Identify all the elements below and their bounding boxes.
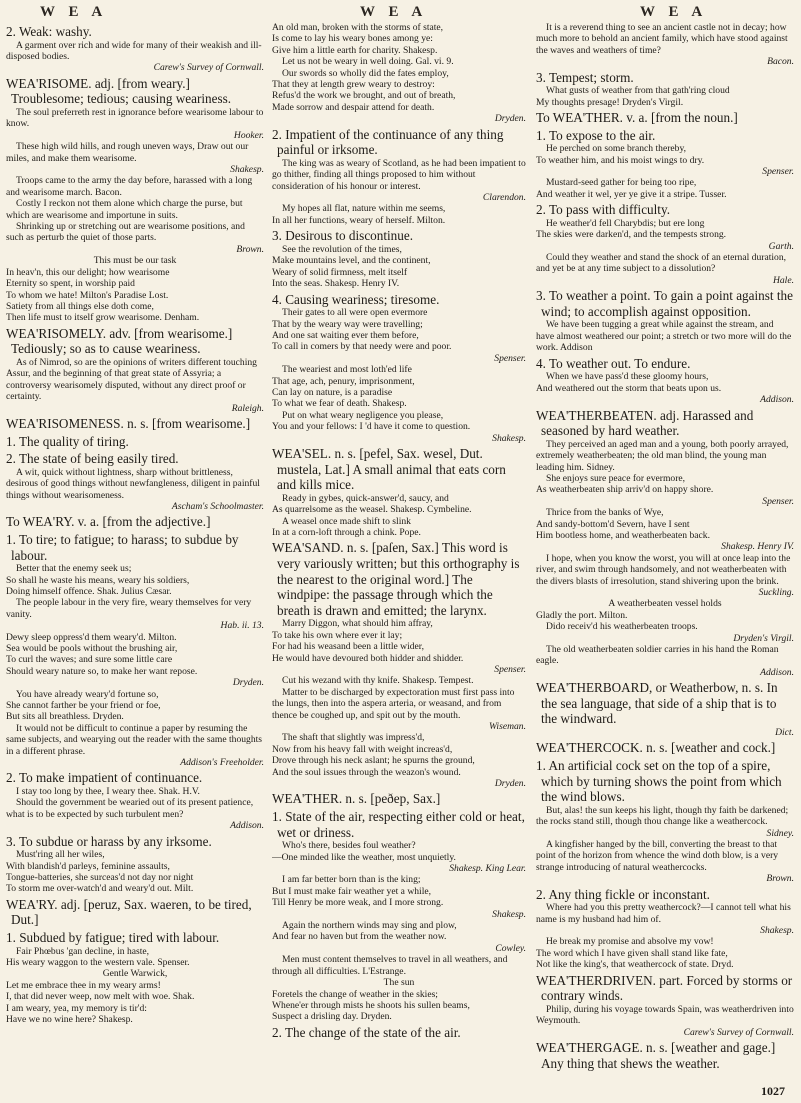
- entry-heading: 1. An artificial cock set on the top of a spire, which by turning shows the point from which the wind blows.: [536, 758, 782, 805]
- quotation-line: Tongue-batteries, she surceas'd not day nor night: [6, 872, 194, 884]
- quotation-line: The people labour in the very fire, weary themselves for very vanity.: [6, 597, 252, 620]
- quotation-line: The word which I have given shall stand like fate,: [536, 947, 728, 959]
- entry-heading: WEA'RISOME. adj. [from weary.] Troublesome; tedious; causing weariness.: [6, 75, 232, 107]
- quotation-line: My hopes all flat, nature within me seems,: [282, 203, 446, 215]
- citation-source: Dryden.: [494, 113, 526, 125]
- entry-heading: To WEA'THER. v. a. [from the noun.]: [536, 110, 738, 126]
- entry-heading: 2. Impatient of the continuance of any thing painful or irksome.: [272, 126, 504, 158]
- quotation-line: Could they weather and stand the shock of an eternal duration, and yet be at any time subject to a dissolution?: [536, 252, 787, 275]
- quotation-line: A weatherbeaten vessel holds: [608, 598, 722, 610]
- quotation-line: To what we fear of death. Shakesp.: [272, 398, 407, 410]
- citation-source: Wiseman.: [488, 721, 526, 732]
- entry-heading: 3. Tempest; storm.: [536, 69, 634, 85]
- quotation-line: I stay too long by thee, I weary thee. Shak. H.V.: [16, 786, 200, 798]
- quotation-line: Fair Phœbus 'gan decline, in haste,: [16, 945, 150, 957]
- citation-source: Suckling.: [758, 586, 794, 598]
- citation-source: Addison.: [230, 820, 264, 832]
- citation-source: Garth.: [768, 240, 794, 252]
- quotation-line: As weatherbeaten ship arriv'd on happy shore.: [536, 484, 714, 496]
- quotation-line: He break my promise and absolve my vow!: [546, 936, 714, 948]
- citation-source: Hooker.: [233, 129, 264, 141]
- citation-source: Brown.: [236, 243, 264, 255]
- quotation-line: I, that did never weep, now melt with woe. Shak.: [6, 991, 195, 1003]
- quotation-line: See the revolution of the times,: [282, 243, 402, 255]
- quotation-line: When we have pass'd these gloomy hours,: [546, 371, 709, 383]
- entry-heading: 1. To tire; to fatigue; to harass; to subdue by labour.: [6, 531, 239, 563]
- quotation-line: And weather it wel, yer ye give it a stripe. Tusser.: [536, 188, 727, 200]
- quotation-line: My thoughts presage! Dryden's Virgil.: [536, 96, 684, 108]
- entry-heading: 3. Desirous to discontinue.: [272, 228, 414, 244]
- quotation-line: Ready in gybes, quick-answer'd, saucy, and: [282, 492, 449, 504]
- quotation-line: He would have devoured both hidder and shidder.: [272, 652, 464, 664]
- quotation-line: You and your fellows: I 'd have it come to question.: [272, 421, 471, 433]
- citation-source: Hab. ii. 13.: [220, 620, 264, 632]
- quotation-line: Cut his wezand with thy knife. Shakesp. Tempest.: [282, 675, 474, 687]
- quotation-line: I am far better born than is the king;: [282, 874, 421, 886]
- quotation-line: In heav'n, this our delight; how wearisome: [6, 266, 170, 278]
- quotation-line: Their gates to all were open evermore: [282, 307, 428, 319]
- running-head-center: W E A: [360, 4, 428, 20]
- quotation-line: That by the weary way were travelling;: [272, 318, 423, 330]
- quotation-line: I hope, when you know the worst, you will at once leap into the river, and swim through handsomely, and not weatherbeaten with the divers blasts of irresolution, stand shivering upon the brink.: [536, 552, 791, 587]
- quotation-line: Whene'er through mists he shoots his sullen beams,: [272, 999, 470, 1011]
- citation-source: Dryden's Virgil.: [733, 632, 794, 644]
- quotation-line: His weary waggon to the western vale. Spenser.: [6, 957, 190, 969]
- quotation-line: The sun: [383, 977, 415, 989]
- quotation-line: A kingfisher hanged by the bill, converting the breast to that point of the horizon from whence the wind doth blow, is a very strange introducing of natural weathercocks.: [536, 839, 779, 873]
- quotation-line: Our swords so wholly did the fates employ,: [282, 67, 449, 79]
- quotation-line: Should the government be wearied out of its present patience, what is to be expected by such turbulent men?: [6, 797, 254, 820]
- quotation-line: Into the seas. Shakesp. Henry IV.: [272, 278, 400, 290]
- quotation-line: Put on what weary negligence you please,: [282, 409, 444, 421]
- entry-heading: 2. Any thing fickle or inconstant.: [536, 886, 710, 902]
- quotation-line: Satiety from all things else doth come,: [6, 300, 154, 312]
- citation-source: Carew's Survey of Cornwall.: [153, 62, 264, 74]
- entry-heading: 1. Subdued by fatigue; tired with labour.: [6, 930, 220, 946]
- entry-heading: WEA'THERGAGE. n. s. [weather and gage.] Any thing that shews the weather.: [536, 1040, 776, 1071]
- running-head-right: W E A: [640, 4, 708, 20]
- quotation-line: An old man, broken with the storms of state,: [272, 22, 444, 33]
- entry-heading: WEA'RISOMELY. adv. [from wearisome.] Tediously; so as to cause weariness.: [6, 325, 233, 357]
- quotation-line: Matter to be discharged by expectoration must first pass into the lungs, then into the aspera arteria, or weasand, and from thence be coughed up, and spit out by the mouth.: [272, 686, 515, 721]
- column-left: [6, 22, 264, 1088]
- entry-heading: WEA'THERBOARD, or Weatherbow, n. s. In the sea language, that side of a ship that is to the windward.: [536, 680, 778, 727]
- quotation-line: With blandish'd parleys, feminine assaults,: [6, 860, 170, 872]
- quotation-line: Thrice from the banks of Wye,: [546, 507, 664, 519]
- quotation-line: The soul preferreth rest in ignorance before wearisome labour to know.: [6, 107, 264, 130]
- quotation-line: Eternity so spent, in worship paid: [6, 278, 135, 290]
- quotation-line: To whom we hate! Milton's Paradise Lost.: [6, 289, 169, 301]
- quotation-line: Let us not be weary in well doing. Gal. vi. 9.: [282, 56, 454, 68]
- quotation-line: And sandy-bottom'd Severn, have I sent: [536, 518, 690, 530]
- quotation-line: Weary of solid firmness, melt itself: [272, 266, 408, 278]
- quotation-line: To call in comers by that needy were and poor.: [272, 341, 452, 353]
- citation-source: Addison's Freeholder.: [180, 757, 264, 769]
- citation-source: Cowley.: [495, 942, 526, 954]
- quotation-line: These high wild hills, and rough uneven ways, Draw out our miles, and make them wearisome.: [6, 141, 249, 164]
- quotation-line: A garment over rich and wide for many of their weakish and ill-disposed bodies.: [6, 39, 262, 62]
- quotation-line: I am weary, yea, my memory is tir'd:: [6, 1002, 147, 1014]
- quotation-line: Refus'd the work we brought, and out of breath,: [272, 90, 456, 102]
- quotation-line: Gladly the port. Milton.: [536, 609, 628, 621]
- quotation-line: Not like the king's, that weathercock of state. Dryd.: [536, 959, 734, 971]
- quotation-line: It would not be difficult to continue a paper by resuming the same subjects, and wearying out the reader with the same thoughts in a different phrase.: [6, 722, 263, 757]
- quotation-line: She enjoys sure peace for evermore,: [546, 472, 686, 484]
- entry-heading: To WEA'RY. v. a. [from the adjective.]: [6, 514, 211, 530]
- quotation-line: But, alas! the sun keeps his light, though thy faith be darkened; the rocks stand still, though thou change like a weathercock.: [536, 804, 789, 828]
- entry-heading: 2. To pass with difficulty.: [536, 202, 670, 218]
- citation-source: Raleigh.: [231, 402, 264, 414]
- quotation-line: Let me embrace thee in my weary arms!: [6, 979, 161, 991]
- citation-source: Shakesp. Henry IV.: [721, 541, 794, 553]
- citation-source: Spenser.: [494, 352, 526, 364]
- quotation-line: And the soul issues through the weazon's wound.: [272, 766, 461, 778]
- quotation-line: A weasel once made shift to slink: [282, 515, 411, 527]
- quotation-line: Mustard-seed gather for being too ripe,: [546, 177, 697, 189]
- quotation-line: It is a reverend thing to see an ancient castle not in decay; how much more to behold an ancient family, which have stood against the waves and weathers of time?: [536, 22, 788, 56]
- quotation-line: This must be our task: [93, 255, 177, 267]
- quotation-line: Doing himself offence. Shak. Julius Cæsar.: [6, 585, 172, 597]
- citation-source: Addison.: [760, 666, 794, 678]
- quotation-line: They perceived an aged man and a young, both poorly arrayed, extremely weatherbeaten; the old man blind, the young man leading him. Sidney.: [536, 438, 789, 473]
- quotation-line: Better that the enemy seek us;: [16, 563, 132, 575]
- entry-heading: WEA'THER. n. s. [peðep, Sax.]: [272, 791, 441, 807]
- quotation-line: Suspect a drisling day. Dryden.: [272, 1011, 392, 1023]
- quotation-line: But sits all breathless. Dryden.: [6, 711, 124, 723]
- quotation-line: Then life must to itself grow wearisome. Denham.: [6, 312, 200, 324]
- entry-heading: 1. The quality of tiring.: [6, 433, 129, 449]
- quotation-line: For had his weasand been a little wider,: [272, 641, 425, 653]
- quotation-line: He weather'd fell Charybdis; but ere long: [546, 217, 705, 229]
- column-right: [536, 22, 794, 1088]
- quotation-line: Have we no wine here? Shakesp.: [6, 1014, 133, 1026]
- quotation-line: What gusts of weather from that gath'ring cloud: [546, 85, 730, 97]
- entry-heading: WEA'RY. adj. [peruz, Sax. waeren, to be tired, Dut.]: [6, 896, 252, 928]
- entry-heading: 4. Causing weariness; tiresome.: [272, 291, 440, 307]
- citation-source: Clarendon.: [482, 192, 526, 204]
- entry-heading: 2. The change of the state of the air.: [272, 1024, 461, 1040]
- quotation-line: Costly I reckon not them alone which charge the purse, but which are wearisome and importune in suits.: [6, 198, 243, 221]
- running-head-left: W E A: [40, 4, 108, 20]
- quotation-line: And weathered out the storm that beats upon us.: [536, 382, 722, 394]
- citation-source: Shakesp.: [760, 925, 794, 937]
- quotation-line: Is come to lay his weary bones among ye:: [272, 33, 433, 45]
- quotation-line: In at a corn-loft through a chink. Pope.: [272, 526, 421, 538]
- quotation-line: Now from his heavy fall with weight increas'd,: [272, 743, 453, 755]
- quotation-line: Men must content themselves to travel in all weathers, and through all difficulties. L'Estrange.: [272, 954, 508, 977]
- quotation-line: Where had you this pretty weathercock?—I cannot tell what his name is my husband had him of.: [536, 902, 791, 925]
- quotation-line: As of Nimrod, so are the opinions of writers different touching Assur, and the beginning of that great state of Assyria; a controversy wearisomely disputed, without any direct proof or certainty.: [6, 356, 257, 403]
- quotation-line: And one sat waiting ever them before,: [272, 329, 419, 341]
- quotation-line: Gentle Warwick,: [102, 968, 168, 980]
- quotation-line: The shaft that slightly was impress'd,: [282, 732, 425, 744]
- citation-source: Addison.: [760, 394, 794, 406]
- quotation-line: Till Henry be more weak, and I more strong.: [272, 897, 444, 909]
- quotation-line: As quarrelsome as the weasel. Shakesp. Cymbeline.: [272, 504, 472, 516]
- citation-source: Shakesp.: [492, 908, 526, 920]
- quotation-line: The king was as weary of Scotland, as he had been impatient to go thither, finding all things proposed to him without consideration of his honour or interest.: [272, 157, 526, 192]
- entry-heading: WEA'THERCOCK. n. s. [weather and cock.]: [536, 740, 776, 756]
- entry-heading: 3. To weather a point. To gain a point against the wind; to accomplish against opposition.: [536, 288, 793, 319]
- entry-heading: 2. To make impatient of continuance.: [6, 770, 203, 786]
- quotation-line: You have already weary'd fortune so,: [16, 688, 159, 700]
- citation-source: Sidney.: [766, 827, 794, 839]
- quotation-line: To storm me over-watch'd and weary'd out. Milt.: [6, 883, 194, 895]
- quotation-line: In all her functions, weary of herself. Milton.: [272, 214, 446, 226]
- quotation-line: And fear no haven but from the weather now.: [272, 931, 447, 943]
- quotation-line: Again the northern winds may sing and plow,: [282, 920, 457, 932]
- entry-heading: 2. Weak: washy.: [6, 24, 92, 39]
- quotation-line: That age, ach, penury, imprisonment,: [272, 375, 415, 387]
- quotation-line: Who's there, besides foul weather?: [282, 840, 416, 852]
- quotation-line: To weather him, and his moist wings to dry.: [536, 154, 705, 166]
- quotation-line: Dewy sleep oppress'd them weary'd. Milton.: [6, 631, 177, 643]
- quotation-line: We have been tugging a great while against the stream, and have almost weathered our point; a stretch or two more will do the work. Addison: [536, 319, 792, 354]
- citation-source: Ascham's Schoolmaster.: [171, 500, 264, 512]
- column-middle: [272, 22, 526, 1088]
- quotation-line: Dido receiv'd his weatherbeaten troops.: [546, 621, 698, 633]
- quotation-line: To take his own where ever it lay;: [272, 629, 403, 641]
- quotation-line: Made sorrow and despair attend for death.: [272, 101, 435, 113]
- entry-heading: 4. To weather out. To endure.: [536, 355, 691, 371]
- citation-source: Carew's Survey of Cornwall.: [683, 1026, 794, 1038]
- citation-source: Shakesp.: [230, 164, 264, 176]
- entry-heading: 1. State of the air, respecting either cold or heat, wet or driness.: [272, 809, 525, 840]
- quotation-line: He perched on some branch thereby,: [546, 143, 687, 155]
- entry-heading: WEA'THERDRIVEN. part. Forced by storms or contrary winds.: [536, 972, 793, 1004]
- citation-source: Spenser.: [762, 166, 794, 178]
- entry-heading: 3. To subdue or harass by any irksome.: [6, 833, 212, 849]
- citation-source: Dryden.: [494, 778, 526, 790]
- entry-heading: 2. The state of being easily tired.: [6, 451, 179, 467]
- entry-heading: 1. To expose to the air.: [536, 127, 656, 143]
- quotation-line: Foretels the change of weather in the skies;: [272, 988, 438, 1000]
- entry-heading: WEA'RISOMENESS. n. s. [from wearisome.]: [6, 415, 251, 431]
- quotation-line: So shall he waste his means, weary his soldiers,: [6, 574, 190, 586]
- quotation-line: Should weary nature so, to make her want repose.: [6, 665, 198, 677]
- quotation-line: She cannot farther be your friend or foe,: [6, 700, 161, 711]
- quotation-line: Shrinking up or stretching out are wearisome positions, and such as perturb the quiet of those parts.: [6, 221, 245, 244]
- quotation-line: Must'ring all her wiles,: [16, 849, 105, 861]
- quotation-line: The skies were darken'd, and the tempests strong.: [536, 229, 727, 241]
- quotation-line: Make mountains level, and the continent,: [272, 255, 431, 267]
- quotation-line: The weariest and most loth'ed life: [282, 364, 412, 376]
- quotation-line: To curl the waves; and sure some little care: [6, 654, 173, 666]
- citation-source: Bacon.: [767, 56, 794, 68]
- quotation-line: That they at length grew weary to destroy:: [272, 79, 435, 91]
- quotation-line: Marry Diggon, what should him affray,: [282, 618, 433, 630]
- quotation-line: Can lay on nature, is a paradise: [272, 386, 393, 398]
- citation-source: Hale.: [772, 274, 794, 286]
- quotation-line: A wit, quick without lightness, sharp without brittleness, desirous of good things without newfangleness, diligent in painful things without wearisomeness.: [6, 466, 260, 501]
- quotation-line: But I must make fair weather yet a while,: [272, 885, 432, 897]
- page-number: 1027: [761, 1084, 785, 1098]
- citation-source: Shakesp. King Lear.: [449, 863, 526, 875]
- quotation-line: Troops came to the army the day before, harassed with a long and wearisome march. Bacon.: [6, 175, 253, 198]
- entry-heading: WEA'SAND. n. s. [paſen, Sax.] This word is very variously written; but this orthography is the nearest to the original word.] The windpipe: the passage through which the breath is drawn and emitted; the larynx.: [272, 540, 520, 618]
- quotation-line: Philip, during his voyage towards Spain, was weatherdriven into Weymouth.: [536, 1003, 794, 1027]
- quotation-line: Give him a little earth for charity. Shakesp.: [272, 44, 438, 56]
- quotation-line: Sea would be pools without the brushing air,: [6, 642, 178, 654]
- citation-source: Spenser.: [762, 495, 794, 507]
- quotation-line: —One minded like the weather, most unquietly.: [272, 851, 456, 863]
- citation-source: Dict.: [775, 727, 794, 738]
- citation-source: Shakesp.: [492, 432, 526, 444]
- quotation-line: Drove through his neck aslant; he spurns the ground,: [272, 755, 475, 767]
- citation-source: Spenser.: [494, 663, 526, 675]
- entry-heading: WEA'SEL. n. s. [pefel, Sax. wesel, Dut. mustela, Lat.] A small animal that eats corn and kills mice.: [272, 445, 506, 493]
- entry-heading: WEA'THERBEATEN. adj. Harassed and seasoned by hard weather.: [536, 407, 754, 439]
- quotation-line: Him bootless home, and weatherbeaten back.: [536, 529, 710, 541]
- citation-source: Dryden.: [232, 677, 264, 689]
- quotation-line: The old weatherbeaten soldier carries in his hand the Roman eagle.: [536, 644, 779, 667]
- citation-source: Brown.: [766, 873, 794, 885]
